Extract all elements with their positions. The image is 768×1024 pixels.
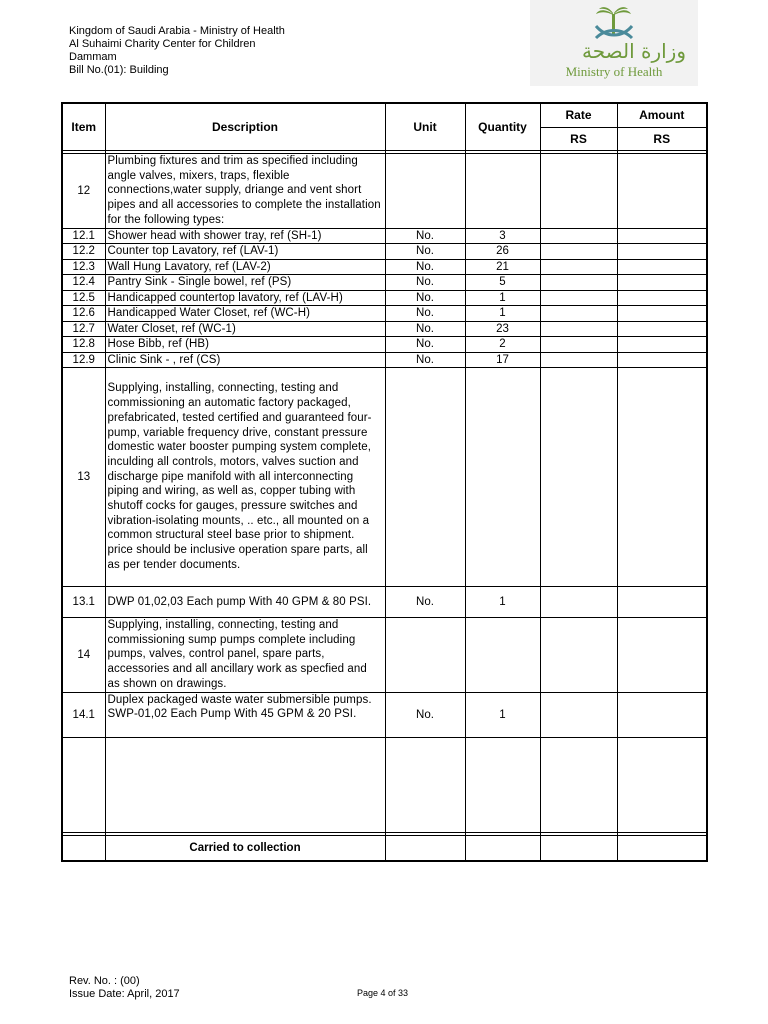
item-description: Counter top Lavatory, ref (LAV-1) — [105, 244, 385, 260]
item-description: Supplying, installing, connecting, testing and commissioning sump pumps complete including pumps, valves, control panel, spare parts, accessories and all ancillary work as specfied and as shown on drawings. — [105, 618, 385, 693]
item-quantity: 2 — [465, 337, 540, 353]
table-row — [62, 228, 707, 244]
item-number: 12.9 — [62, 352, 105, 368]
table-row — [62, 244, 707, 260]
bill-of-quantities-table — [61, 102, 708, 862]
item-description: Handicapped countertop lavatory, ref (LAV-H) — [105, 290, 385, 306]
item-number: 12.1 — [62, 228, 105, 244]
item-description: DWP 01,02,03 Each pump With 40 GPM & 80 PSI. — [105, 587, 385, 618]
table-header-row — [62, 103, 707, 127]
item-quantity: 1 — [465, 587, 540, 618]
item-description: Supplying, installing, connecting, testing and commissioning an automatic factory packaged, prefabricated, tested certified and guaranteed four-pump, variable frequency drive, constant pressure domestic water booster pumping system complete, inculding all controls, motors, valves suction and discharge pipe manifold with all interconnecting piping and wiring, as well as, copper tubing with shutoff cocks for gauges, pressure switches and vibration-isolating mounts, .. etc., all mounted on a common structural steel base prior to shipment. price should be inclusive operation spare parts, all as per tender documents. — [105, 368, 385, 587]
header-line-center: Al Suhaimi Charity Center for Children — [69, 38, 256, 50]
item-quantity: 1 — [465, 290, 540, 306]
page-number: Page 4 of 33 — [357, 988, 409, 998]
item-unit: No. — [385, 244, 465, 260]
table-row — [62, 587, 707, 618]
item-number: 12.7 — [62, 321, 105, 337]
col-header-description: Description — [105, 103, 385, 151]
item-quantity: 3 — [465, 228, 540, 244]
item-number: 12.5 — [62, 290, 105, 306]
item-number: 12.3 — [62, 259, 105, 275]
item-number: 14 — [62, 618, 105, 693]
table-row — [62, 692, 707, 737]
col-header-item: Item — [62, 103, 105, 151]
table-row — [62, 337, 707, 353]
logo-arabic-text: وزارة الصحة — [582, 39, 686, 63]
col-header-rate-unit: RS — [540, 127, 617, 151]
col-header-amount-unit: RS — [617, 127, 707, 151]
table-row — [62, 352, 707, 368]
item-description: Duplex packaged waste water submersible pumps. SWP-01,02 Each Pump With 45 GPM & 20 PSI. — [105, 692, 385, 737]
issue-date: Issue Date: April, 2017 — [69, 988, 180, 1000]
ministry-logo — [530, 0, 698, 86]
table-row — [62, 290, 707, 306]
item-number: 12.8 — [62, 337, 105, 353]
item-quantity: 23 — [465, 321, 540, 337]
table-row — [62, 275, 707, 291]
item-number: 14.1 — [62, 692, 105, 737]
document-footer — [69, 975, 180, 1001]
item-unit: No. — [385, 290, 465, 306]
item-description: Pantry Sink - Single bowel, ref (PS) — [105, 275, 385, 291]
item-quantity: 1 — [465, 306, 540, 322]
item-description: Water Closet, ref (WC-1) — [105, 321, 385, 337]
col-header-rate: Rate — [540, 103, 617, 127]
table-row-blank — [62, 737, 707, 832]
item-number: 13.1 — [62, 587, 105, 618]
item-number: 12.6 — [62, 306, 105, 322]
header-line-ministry: Kingdom of Saudi Arabia - Ministry of Health — [69, 25, 285, 37]
col-header-unit: Unit — [385, 103, 465, 151]
item-number: 12 — [62, 154, 105, 229]
item-quantity: 1 — [465, 692, 540, 737]
item-number: 12.2 — [62, 244, 105, 260]
item-description: Hose Bibb, ref (HB) — [105, 337, 385, 353]
document-header — [69, 25, 285, 77]
item-quantity: 21 — [465, 259, 540, 275]
revision-number: Rev. No. : (00) — [69, 975, 140, 987]
item-quantity: 26 — [465, 244, 540, 260]
carried-to-collection-row — [62, 835, 707, 861]
item-unit: No. — [385, 259, 465, 275]
item-unit: No. — [385, 337, 465, 353]
item-quantity: 17 — [465, 352, 540, 368]
table-row — [62, 154, 707, 229]
table-row — [62, 321, 707, 337]
carried-to-collection-label: Carried to collection — [105, 835, 385, 861]
item-unit: No. — [385, 228, 465, 244]
item-unit: No. — [385, 321, 465, 337]
item-description: Wall Hung Lavatory, ref (LAV-2) — [105, 259, 385, 275]
item-unit: No. — [385, 352, 465, 368]
table-row — [62, 306, 707, 322]
table-row — [62, 259, 707, 275]
header-line-bill: Bill No.(01): Building — [69, 64, 169, 76]
table-row — [62, 618, 707, 693]
table-row — [62, 368, 707, 587]
header-line-city: Dammam — [69, 51, 117, 63]
item-unit: No. — [385, 692, 465, 737]
logo-english-text: Ministry of Health — [565, 64, 663, 79]
item-description: Plumbing fixtures and trim as specified including angle valves, mixers, traps, flexible connections,water supply, driange and vent short pipes and all accessories to complete the installation for the following types: — [105, 154, 385, 229]
item-unit: No. — [385, 306, 465, 322]
item-description: Clinic Sink - , ref (CS) — [105, 352, 385, 368]
col-header-quantity: Quantity — [465, 103, 540, 151]
item-description: Handicapped Water Closet, ref (WC-H) — [105, 306, 385, 322]
item-number: 13 — [62, 368, 105, 587]
item-number: 12.4 — [62, 275, 105, 291]
item-unit: No. — [385, 275, 465, 291]
col-header-amount: Amount — [617, 103, 707, 127]
item-unit: No. — [385, 587, 465, 618]
item-description: Shower head with shower tray, ref (SH-1) — [105, 228, 385, 244]
item-quantity: 5 — [465, 275, 540, 291]
